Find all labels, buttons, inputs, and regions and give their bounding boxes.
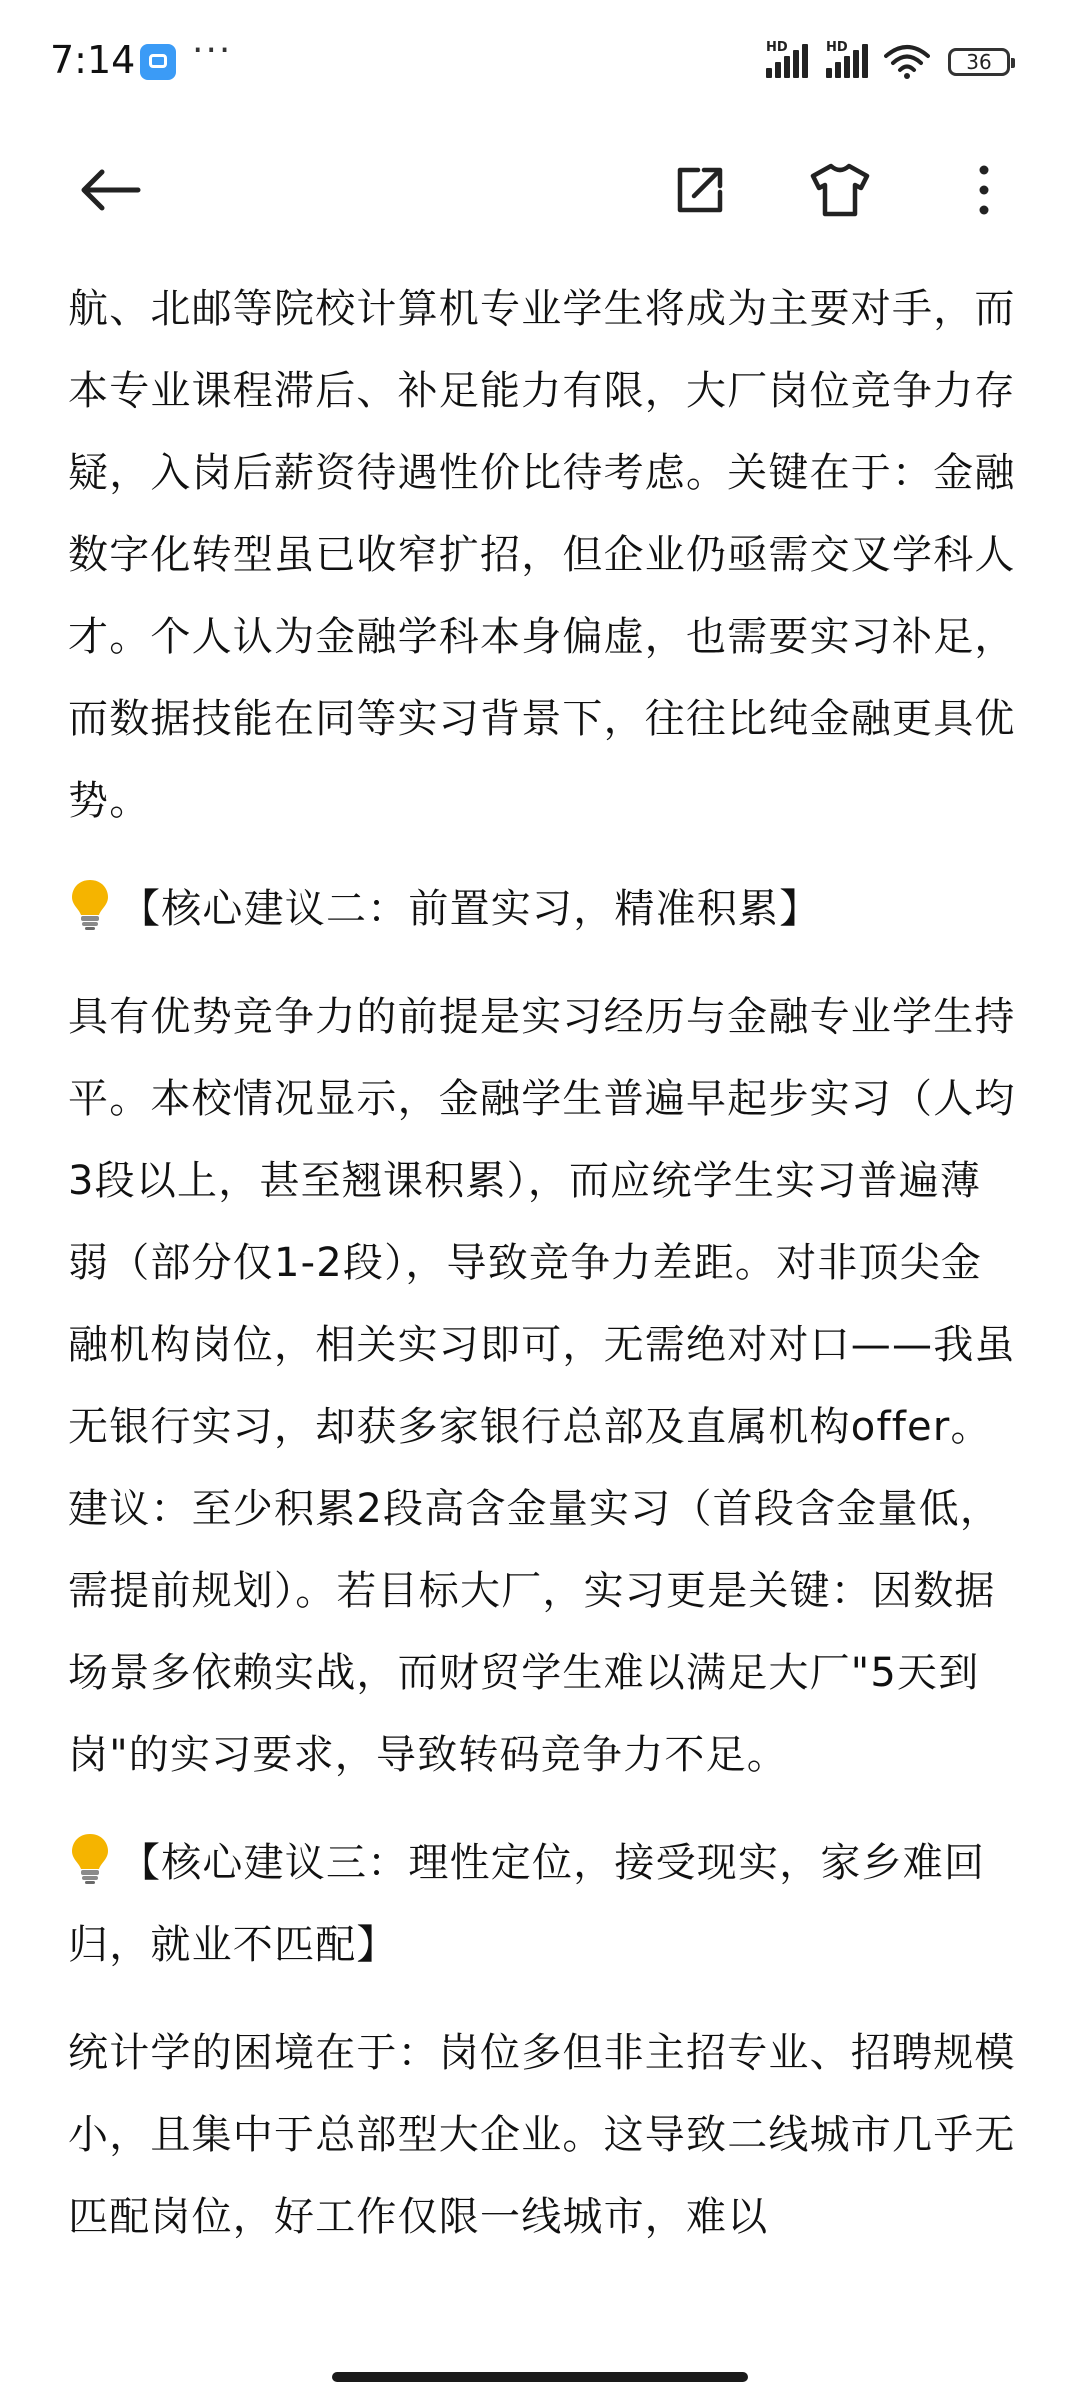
wifi-icon <box>884 44 930 80</box>
back-button[interactable] <box>70 150 150 230</box>
more-notifications-icon: ··· <box>192 30 233 71</box>
cellular-signal-2-icon: HD <box>826 44 876 78</box>
lightbulb-icon <box>68 1830 112 1886</box>
more-vertical-icon <box>976 162 992 218</box>
theme-button[interactable] <box>800 150 880 230</box>
top-toolbar <box>0 130 1080 250</box>
article-content <box>68 268 1018 2258</box>
more-options-button[interactable] <box>944 150 1024 230</box>
status-bar <box>0 0 1080 130</box>
section-heading-3 <box>68 1822 1018 1986</box>
article-paragraph-3: 统计学的困境在于：岗位多但非主招专业、招聘规模小，且集中于总部型大企业。这导致二线城市几乎无匹配岗位，好工作仅限一线城市，难以 <box>68 2030 1016 2240</box>
share-external-icon <box>672 162 728 218</box>
status-time: 7:14 <box>50 38 136 82</box>
section-heading-2-text: 【核心建议二：前置实习，精准积累】 <box>120 886 821 932</box>
home-indicator[interactable] <box>332 2372 748 2382</box>
arrow-left-icon <box>78 166 142 214</box>
battery-icon: 36 <box>948 48 1010 76</box>
article-paragraph-2: 具有优势竞争力的前提是实习经历与金融专业学生持平。本校情况显示，金融学生普遍早起步实习（人均3段以上，甚至翘课积累），而应统学生实习普遍薄弱（部分仅1-2段），导致竞争力差距。对非顶尖金融机构岗位，相关实习即可，无需绝对对口——我虽无银行实习，却获多家银行总部及直属机构offer。建议：至少积累2段高含金量实习（首段含金量低，需提前规划）。若目标大厂，实习更是关键：因数据场景多依赖实战，而财贸学生难以满足大厂"5天到岗"的实习要求，导致转码竞争力不足。 <box>68 994 1016 1778</box>
section-heading-2 <box>68 868 1018 950</box>
tshirt-icon <box>809 162 871 218</box>
notification-app-icon <box>140 44 176 80</box>
cellular-signal-1-icon: HD <box>766 44 816 78</box>
lightbulb-icon <box>68 876 112 932</box>
share-button[interactable] <box>660 150 740 230</box>
article-paragraph-1: 航、北邮等院校计算机专业学生将成为主要对手，而本专业课程滞后、补足能力有限，大厂岗位竞争力存疑，入岗后薪资待遇性价比待考虑。关键在于：金融数字化转型虽已收窄扩招，但企业仍亟需交叉学科人才。个人认为金融学科本身偏虚，也需要实习补足，而数据技能在同等实习背景下，往往比纯金融更具优势。 <box>68 286 1016 824</box>
section-heading-3-text: 【核心建议三：理性定位，接受现实，家乡难回归，就业不匹配】 <box>68 1840 986 1968</box>
